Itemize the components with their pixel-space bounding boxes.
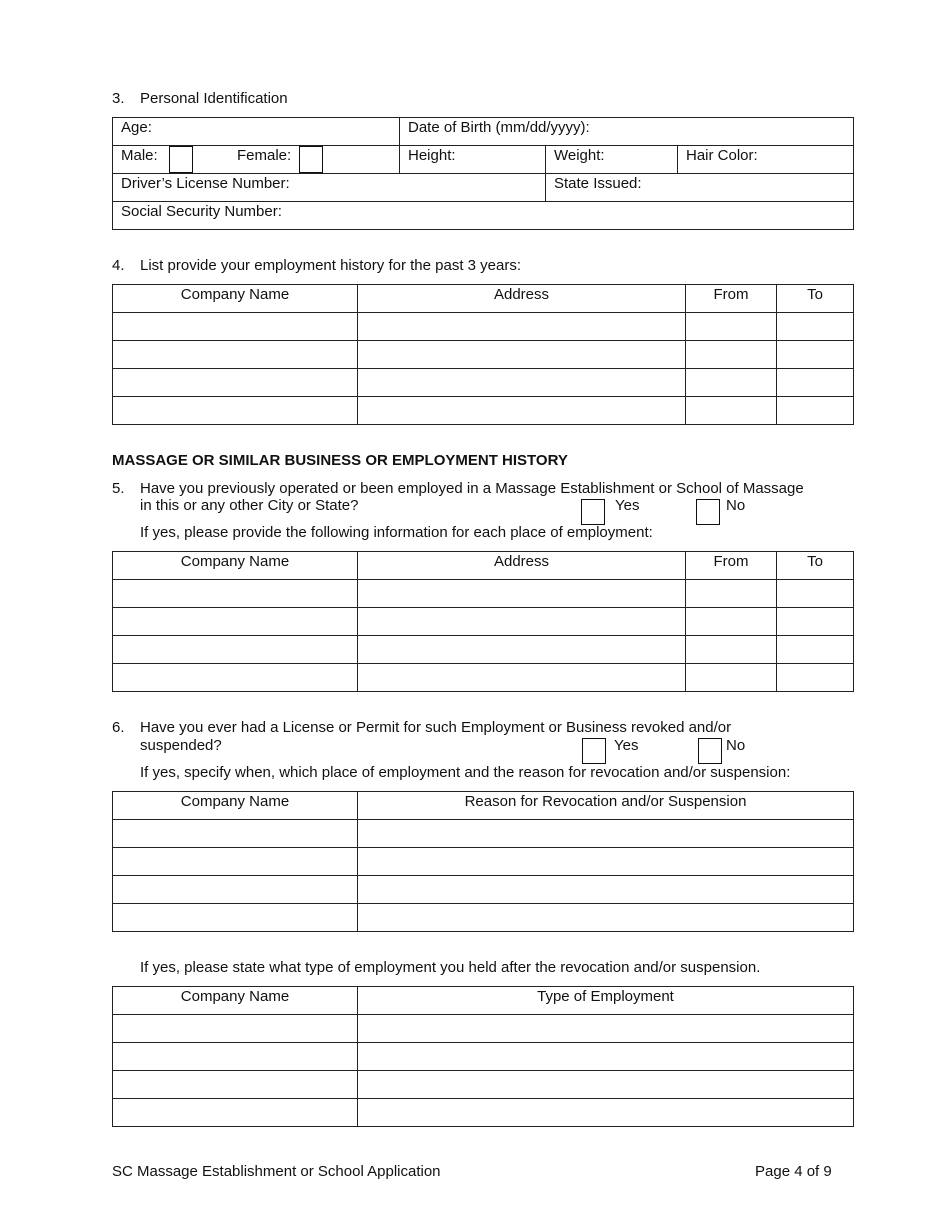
table-cell[interactable] (358, 848, 854, 876)
weight-field[interactable] (546, 146, 678, 174)
table-row (113, 636, 854, 664)
post-revocation-employment-table (112, 986, 854, 1127)
table-cell[interactable] (777, 664, 854, 692)
table-cell[interactable] (777, 397, 854, 425)
drivers-license-label: Driver’s License Number: (121, 175, 290, 192)
table-cell[interactable] (113, 820, 358, 848)
ssn-field[interactable] (113, 202, 854, 230)
column-header: Address (358, 285, 686, 313)
column-header: To (777, 285, 854, 313)
personal-identification-table (112, 117, 854, 230)
column-header: Company Name (113, 552, 358, 580)
table-cell[interactable] (358, 341, 686, 369)
age-field[interactable] (113, 118, 400, 146)
height-label: Height: (408, 147, 456, 164)
footer-title: SC Massage Establishment or School Application (112, 1163, 441, 1180)
table-cell[interactable] (686, 608, 777, 636)
table-row (113, 341, 854, 369)
table-cell[interactable] (686, 341, 777, 369)
column-header: Type of Employment (358, 987, 854, 1015)
table-cell[interactable] (358, 1099, 854, 1127)
column-header: Company Name (113, 792, 358, 820)
table-row (113, 369, 854, 397)
table-cell[interactable] (686, 664, 777, 692)
table-row (113, 580, 854, 608)
table-cell[interactable] (358, 369, 686, 397)
table-cell[interactable] (113, 580, 358, 608)
weight-label: Weight: (554, 147, 605, 164)
table-row (113, 1099, 854, 1127)
section-6-yes-checkbox[interactable] (582, 738, 606, 764)
state-issued-label: State Issued: (554, 175, 642, 192)
column-header: Company Name (113, 285, 358, 313)
section-5-no-checkbox[interactable] (696, 499, 720, 525)
table-cell[interactable] (777, 313, 854, 341)
table-row (113, 397, 854, 425)
table-cell[interactable] (777, 341, 854, 369)
ssn-label: Social Security Number: (121, 203, 282, 220)
table-cell[interactable] (358, 313, 686, 341)
table-cell[interactable] (686, 636, 777, 664)
section-3-number: 3. (112, 90, 125, 107)
table-cell[interactable] (113, 876, 358, 904)
female-checkbox[interactable] (299, 146, 323, 173)
table-cell[interactable] (113, 369, 358, 397)
table-cell[interactable] (113, 1015, 358, 1043)
section-6-question-line2: suspended? (140, 737, 222, 754)
hair-color-label: Hair Color: (686, 147, 758, 164)
employment-history-table (112, 284, 854, 425)
female-label: Female: (237, 147, 292, 164)
section-6-followup-2: If yes, please state what type of employment you held after the revocation and/or suspension. (140, 959, 761, 976)
hair-color-field[interactable] (678, 146, 854, 174)
massage-employment-table (112, 551, 854, 692)
table-cell[interactable] (358, 608, 686, 636)
table-cell[interactable] (113, 1099, 358, 1127)
section-3-title: Personal Identification (140, 90, 288, 107)
table-cell[interactable] (358, 636, 686, 664)
table-cell[interactable] (777, 369, 854, 397)
dob-label: Date of Birth (mm/dd/yyyy): (408, 119, 590, 136)
table-cell[interactable] (113, 636, 358, 664)
massage-history-heading: MASSAGE OR SIMILAR BUSINESS OR EMPLOYMENT HISTORY (112, 452, 568, 469)
section-5-yes-checkbox[interactable] (581, 499, 605, 525)
table-row (113, 820, 854, 848)
table-cell[interactable] (358, 1015, 854, 1043)
table-cell[interactable] (113, 1071, 358, 1099)
table-cell[interactable] (358, 1071, 854, 1099)
male-label: Male: (121, 147, 158, 164)
footer-page-number: Page 4 of 9 (755, 1163, 832, 1180)
table-cell[interactable] (358, 876, 854, 904)
gender-cell (113, 146, 400, 174)
column-header: Company Name (113, 987, 358, 1015)
table-row (113, 1043, 854, 1071)
table-cell[interactable] (113, 848, 358, 876)
table-cell[interactable] (113, 1043, 358, 1071)
section-5-followup: If yes, please provide the following information for each place of employment: (140, 524, 653, 541)
table-cell[interactable] (358, 1043, 854, 1071)
section-5-question-line1: Have you previously operated or been employed in a Massage Establishment or School of Massage (140, 480, 804, 497)
table-row (113, 608, 854, 636)
table-cell[interactable] (686, 313, 777, 341)
table-cell[interactable] (686, 580, 777, 608)
section-5-yes-label: Yes (615, 497, 640, 514)
column-header: From (686, 552, 777, 580)
section-6-number: 6. (112, 719, 125, 736)
male-checkbox[interactable] (169, 146, 193, 173)
table-cell[interactable] (113, 341, 358, 369)
table-row (113, 876, 854, 904)
section-5-question-line2: in this or any other City or State? (140, 497, 359, 514)
table-cell[interactable] (358, 397, 686, 425)
column-header: Address (358, 552, 686, 580)
table-cell[interactable] (358, 820, 854, 848)
section-5-number: 5. (112, 480, 125, 497)
table-cell[interactable] (777, 636, 854, 664)
table-cell[interactable] (113, 397, 358, 425)
table-row (113, 664, 854, 692)
table-row (113, 904, 854, 932)
table-cell[interactable] (113, 313, 358, 341)
table-cell[interactable] (113, 608, 358, 636)
age-label: Age: (121, 119, 152, 136)
section-6-no-checkbox[interactable] (698, 738, 722, 764)
table-cell[interactable] (686, 397, 777, 425)
state-issued-field[interactable] (546, 174, 854, 202)
column-header: To (777, 552, 854, 580)
table-cell[interactable] (686, 369, 777, 397)
dob-field[interactable] (400, 118, 854, 146)
table-row (113, 1015, 854, 1043)
table-cell[interactable] (358, 664, 686, 692)
section-6-no-label: No (726, 737, 746, 754)
section-6-question-line1: Have you ever had a License or Permit for such Employment or Business revoked and/or (140, 719, 732, 736)
height-field[interactable] (400, 146, 546, 174)
section-6-followup: If yes, specify when, which place of employment and the reason for revocation and/or suspension: (140, 764, 791, 781)
table-cell[interactable] (358, 904, 854, 932)
section-6-yes-label: Yes (614, 737, 639, 754)
table-row (113, 848, 854, 876)
column-header: From (686, 285, 777, 313)
section-4-number: 4. (112, 257, 125, 274)
table-cell[interactable] (777, 580, 854, 608)
column-header: Reason for Revocation and/or Suspension (358, 792, 854, 820)
table-row (113, 313, 854, 341)
revocation-table (112, 791, 854, 932)
section-4-title: List provide your employment history for the past 3 years: (140, 257, 522, 274)
section-5-no-label: No (726, 497, 746, 514)
table-cell[interactable] (777, 608, 854, 636)
table-cell[interactable] (113, 664, 358, 692)
drivers-license-field[interactable] (113, 174, 546, 202)
table-row (113, 1071, 854, 1099)
table-cell[interactable] (358, 580, 686, 608)
table-cell[interactable] (113, 904, 358, 932)
